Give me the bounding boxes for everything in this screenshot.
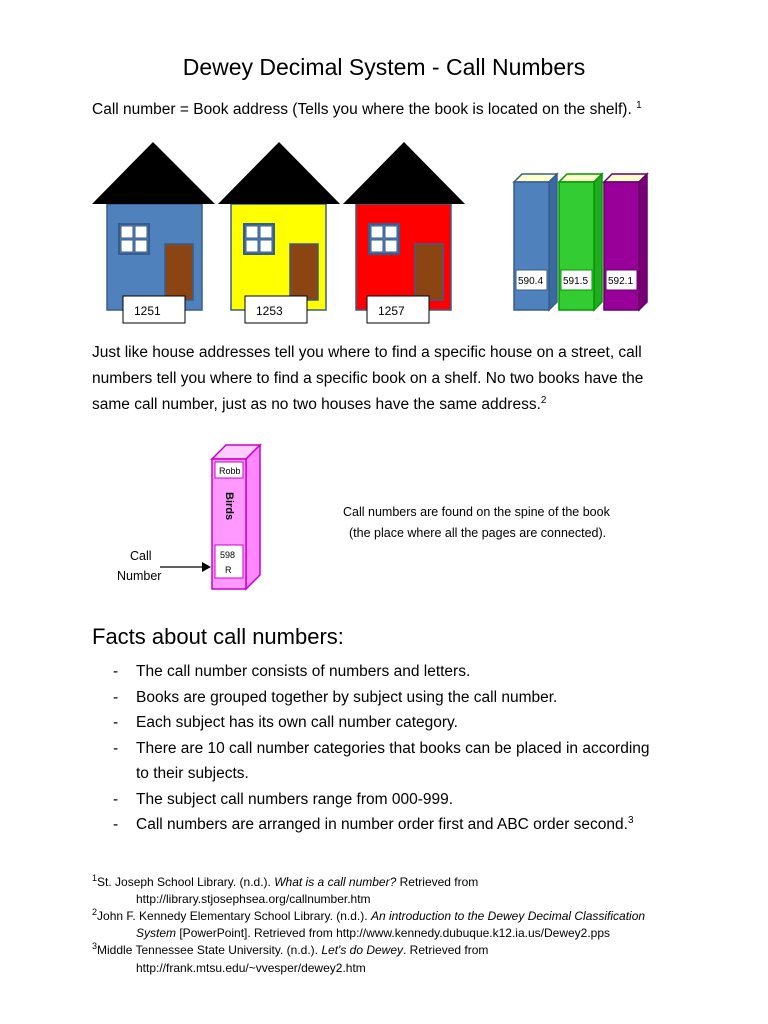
fact-item: - Each subject has its own call number category. [113, 714, 458, 731]
fact-text: The subject call numbers range from 000-999. [136, 791, 454, 808]
door [165, 244, 193, 300]
reference-text: Retrieved from [396, 875, 479, 889]
house-roof [218, 142, 340, 204]
shelf-book [604, 174, 647, 310]
window-icon [119, 224, 149, 254]
fact-item: - Books are grouped together by subject using the call number. [113, 689, 558, 706]
door [415, 244, 443, 300]
reference-text: Middle Tennessee State University. (n.d.). [97, 943, 322, 957]
book-call-number: 590.4 [518, 276, 544, 287]
reference-text: St. Joseph School Library. (n.d.). [97, 875, 275, 889]
shelf-book [559, 174, 602, 310]
book-call-number: 592.1 [608, 276, 634, 287]
paragraph-line: same call number, just as no two houses have the same address. [92, 396, 541, 413]
reference-text: . Retrieved from [403, 943, 489, 957]
reference-number: 1 [92, 873, 98, 883]
reference-url: http://frank.mtsu.edu/~vvesper/dewey2.htm [136, 961, 366, 975]
page-title: Dewey Decimal System - Call Numbers [182, 54, 586, 80]
house-roof [92, 142, 215, 204]
fact-item: - Call numbers are arranged in number order first and ABC order second.$^3$ [113, 814, 634, 833]
window-icon [244, 224, 274, 254]
spine-caption-line: (the place where all the pages are connected). [349, 526, 607, 540]
window-icon [369, 224, 399, 254]
fact-item: - The subject call numbers range from 000-999. [113, 791, 454, 808]
fact-text-continued: to their subjects. [136, 765, 249, 782]
fact-text: Call numbers are arranged in number order first and ABC order second. [136, 816, 628, 833]
fact-text: The call number consists of numbers and letters. [136, 663, 471, 680]
reference-title: Let's do Dewey [321, 943, 404, 957]
house [92, 142, 215, 323]
footnote-marker: 3 [627, 814, 634, 826]
reference-title: An introduction to the Dewey Decimal Classification [370, 909, 646, 923]
paragraph-line-last [92, 396, 546, 414]
house [343, 142, 465, 323]
house-address: 1257 [378, 304, 405, 318]
paragraph-line: Just like house addresses tell you where to find a specific house on a street, call [92, 344, 642, 361]
intro-text: Call number = Book address (Tells you where the book is located on the shelf). [92, 101, 632, 118]
reference-entry [92, 875, 478, 889]
house-address: 1251 [134, 304, 161, 318]
fact-text: Each subject has its own call number category. [136, 714, 458, 731]
reference-continued [136, 926, 610, 940]
reference-text: John F. Kennedy Elementary School Library. (n.d.). [97, 909, 371, 923]
spine-number: 598 [220, 550, 236, 560]
fact-item: - The call number consists of numbers and letters. [113, 663, 471, 680]
reference-number: 3 [92, 941, 98, 951]
door [290, 244, 318, 300]
intro-sentence [92, 101, 642, 119]
spine-book-diagram [100, 440, 300, 600]
book-call-number: 591.5 [563, 276, 589, 287]
footnote-marker: 2 [540, 394, 547, 406]
facts-heading: Facts about call numbers: [92, 624, 344, 649]
spine-letter: R [225, 565, 232, 575]
paragraph-line: numbers tell you where to find a specific book on a shelf. No two books have the [92, 370, 644, 387]
reference-entry [92, 909, 645, 923]
reference-entry [92, 943, 488, 957]
pointer-label-line1: Call [130, 549, 152, 563]
house [218, 142, 340, 323]
fact-item: - There are 10 call number categories that books can be placed in according [113, 740, 650, 757]
houses-and-books-illustration [0, 130, 768, 330]
reference-title: System [136, 926, 177, 940]
reference-text: [PowerPoint]. Retrieved from http://www.kennedy.dubuque.k12.ia.us/Dewey2.pps [176, 926, 611, 940]
footnote-marker: 1 [636, 99, 642, 111]
spine-subject: Birds [223, 492, 235, 521]
fact-text: Books are grouped together by subject using the call number. [136, 689, 558, 706]
spine-caption-line: Call numbers are found on the spine of the book [343, 505, 610, 519]
fact-text: There are 10 call number categories that books can be placed in according [136, 740, 650, 757]
house-roof [343, 142, 465, 204]
shelf-book [514, 174, 557, 310]
reference-number: 2 [92, 907, 98, 917]
spine-author: Robb [219, 466, 241, 476]
house-address: 1253 [256, 304, 283, 318]
pointer-label-line2: Number [117, 569, 162, 583]
reference-url: http://library.stjosephsea.org/callnumber.htm [136, 892, 371, 906]
reference-title: What is a call number? [274, 875, 397, 889]
